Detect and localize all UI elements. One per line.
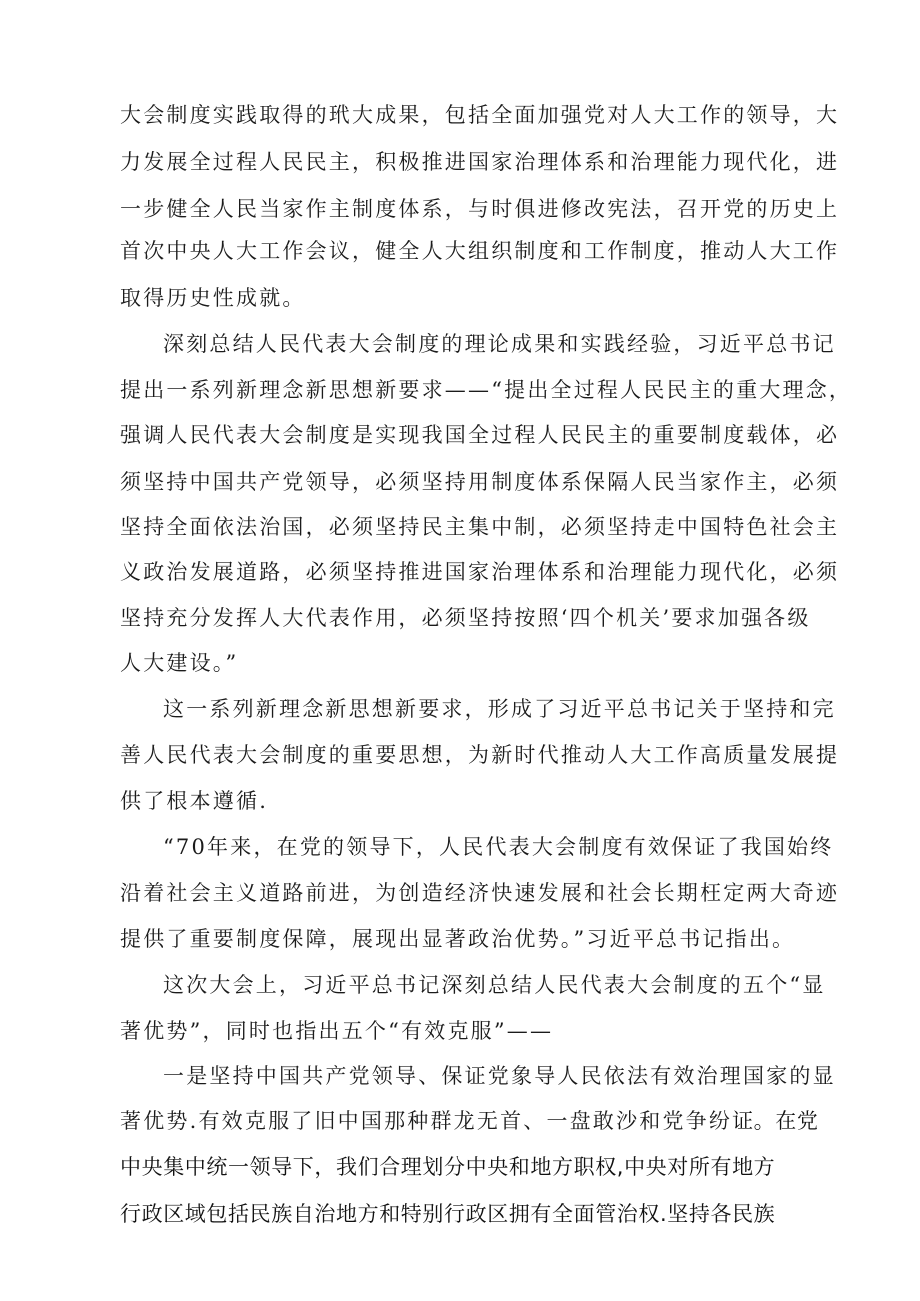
paragraph-3-line-3: 供了根本遵循. — [120, 789, 269, 813]
paragraph-1-line-3: 一步健全人民当家作主制度体系，与时俱进修改宪法，召开党的历史上 — [120, 197, 840, 221]
paragraph-2-line-8: 人大建设。” — [120, 651, 239, 675]
paragraph-3-line-1: 这一系列新理念新思想新要求，形成了习近平总书记关于坚持和完 — [163, 697, 836, 721]
paragraph-2-line-2: 提出一系列新理念新思想新要求——“提出全过程人民民主的重大理念， — [120, 378, 853, 402]
paragraph-2-line-6: 义政治发展道路，必须坚持推进国家治理体系和治理能力现代化，必须 — [120, 560, 840, 584]
paragraph-6-line-2 — [120, 1106, 830, 1136]
paragraph-5-line-1: 这次大会上，习近平总书记深刻总结人民代表大会制度的五个“显 — [163, 973, 826, 997]
paragraph-2-line-1: 深刻总结人民代表大会制度的理论成果和实践经验，习近平总书记 — [163, 332, 836, 356]
paragraph-5-line-2: 著优势”，同时也指出五个“有效克服”—— — [120, 1019, 554, 1043]
paragraph-6-line-1: 一是坚持中国共产党领导、保证党象导人民依法有效治理国家的显 — [163, 1064, 836, 1088]
paragraph-1-line-4: 首次中央人大工作会议，健全人大组织制度和工作制度，推动人大工作 — [120, 239, 840, 263]
paragraph-2-line-5: 坚持全面依法治国，必须坚持民主集中制，必须坚持走中国特色社会主 — [120, 515, 840, 539]
paragraph-6-line-2-serif-text: 著优势.有效克服了旧中国那种群龙无首、一盘敢沙和党争纷 — [120, 1109, 733, 1133]
paragraph-2-line-4: 须坚持中国共产党领导，必须坚持用制度体系保隔人民当家作主，必须 — [120, 470, 840, 494]
paragraph-6-line-4: 行政区域包括民族自治地方和特别行政区拥有全面管治权.坚持各民族 — [120, 1202, 776, 1226]
paragraph-4-line-2: 沿着社会主义道路前进，为创造经济快速发展和社会长期枉定两大奇迹 — [120, 881, 840, 905]
paragraph-6-line-2-sans-tail: 证。在党 — [732, 1109, 819, 1133]
paragraph-6-line-3: 中央集中统一领导下，我们合理划分中央和地方职权,中央对所有地方 — [120, 1155, 776, 1179]
paragraph-1-line-1: 大会制度实践取得的玳大成果，包括全面加强党对人大工作的领导，大 — [120, 103, 840, 127]
paragraph-2-line-3: 强调人民代表大会制度是实现我国全过程人民民主的重要制度载体，必 — [120, 423, 840, 447]
paragraph-4-line-3: 提供了重要制度保障，展现出显著政治优势。”习近平总书记指出。 — [120, 927, 796, 951]
paragraph-3-line-2: 善人民代表大会制度的重要思想，为新时代推动人大工作高质量发展提 — [120, 743, 840, 767]
paragraph-2-line-7: 坚持充分发挥人大代表作用，必须坚持按照‘四个机关’要求加强各级 — [120, 606, 811, 630]
paragraph-4-line-1: “70年来，在党的领导下，人民代表大会制度有效保证了我国始终 — [163, 835, 834, 859]
paragraph-1-line-5: 取得历史性成就。 — [120, 286, 306, 310]
paragraph-1-line-2: 力发展全过程人民民主，积极推进国家治理体系和治理能力现代化，进 — [120, 150, 840, 174]
